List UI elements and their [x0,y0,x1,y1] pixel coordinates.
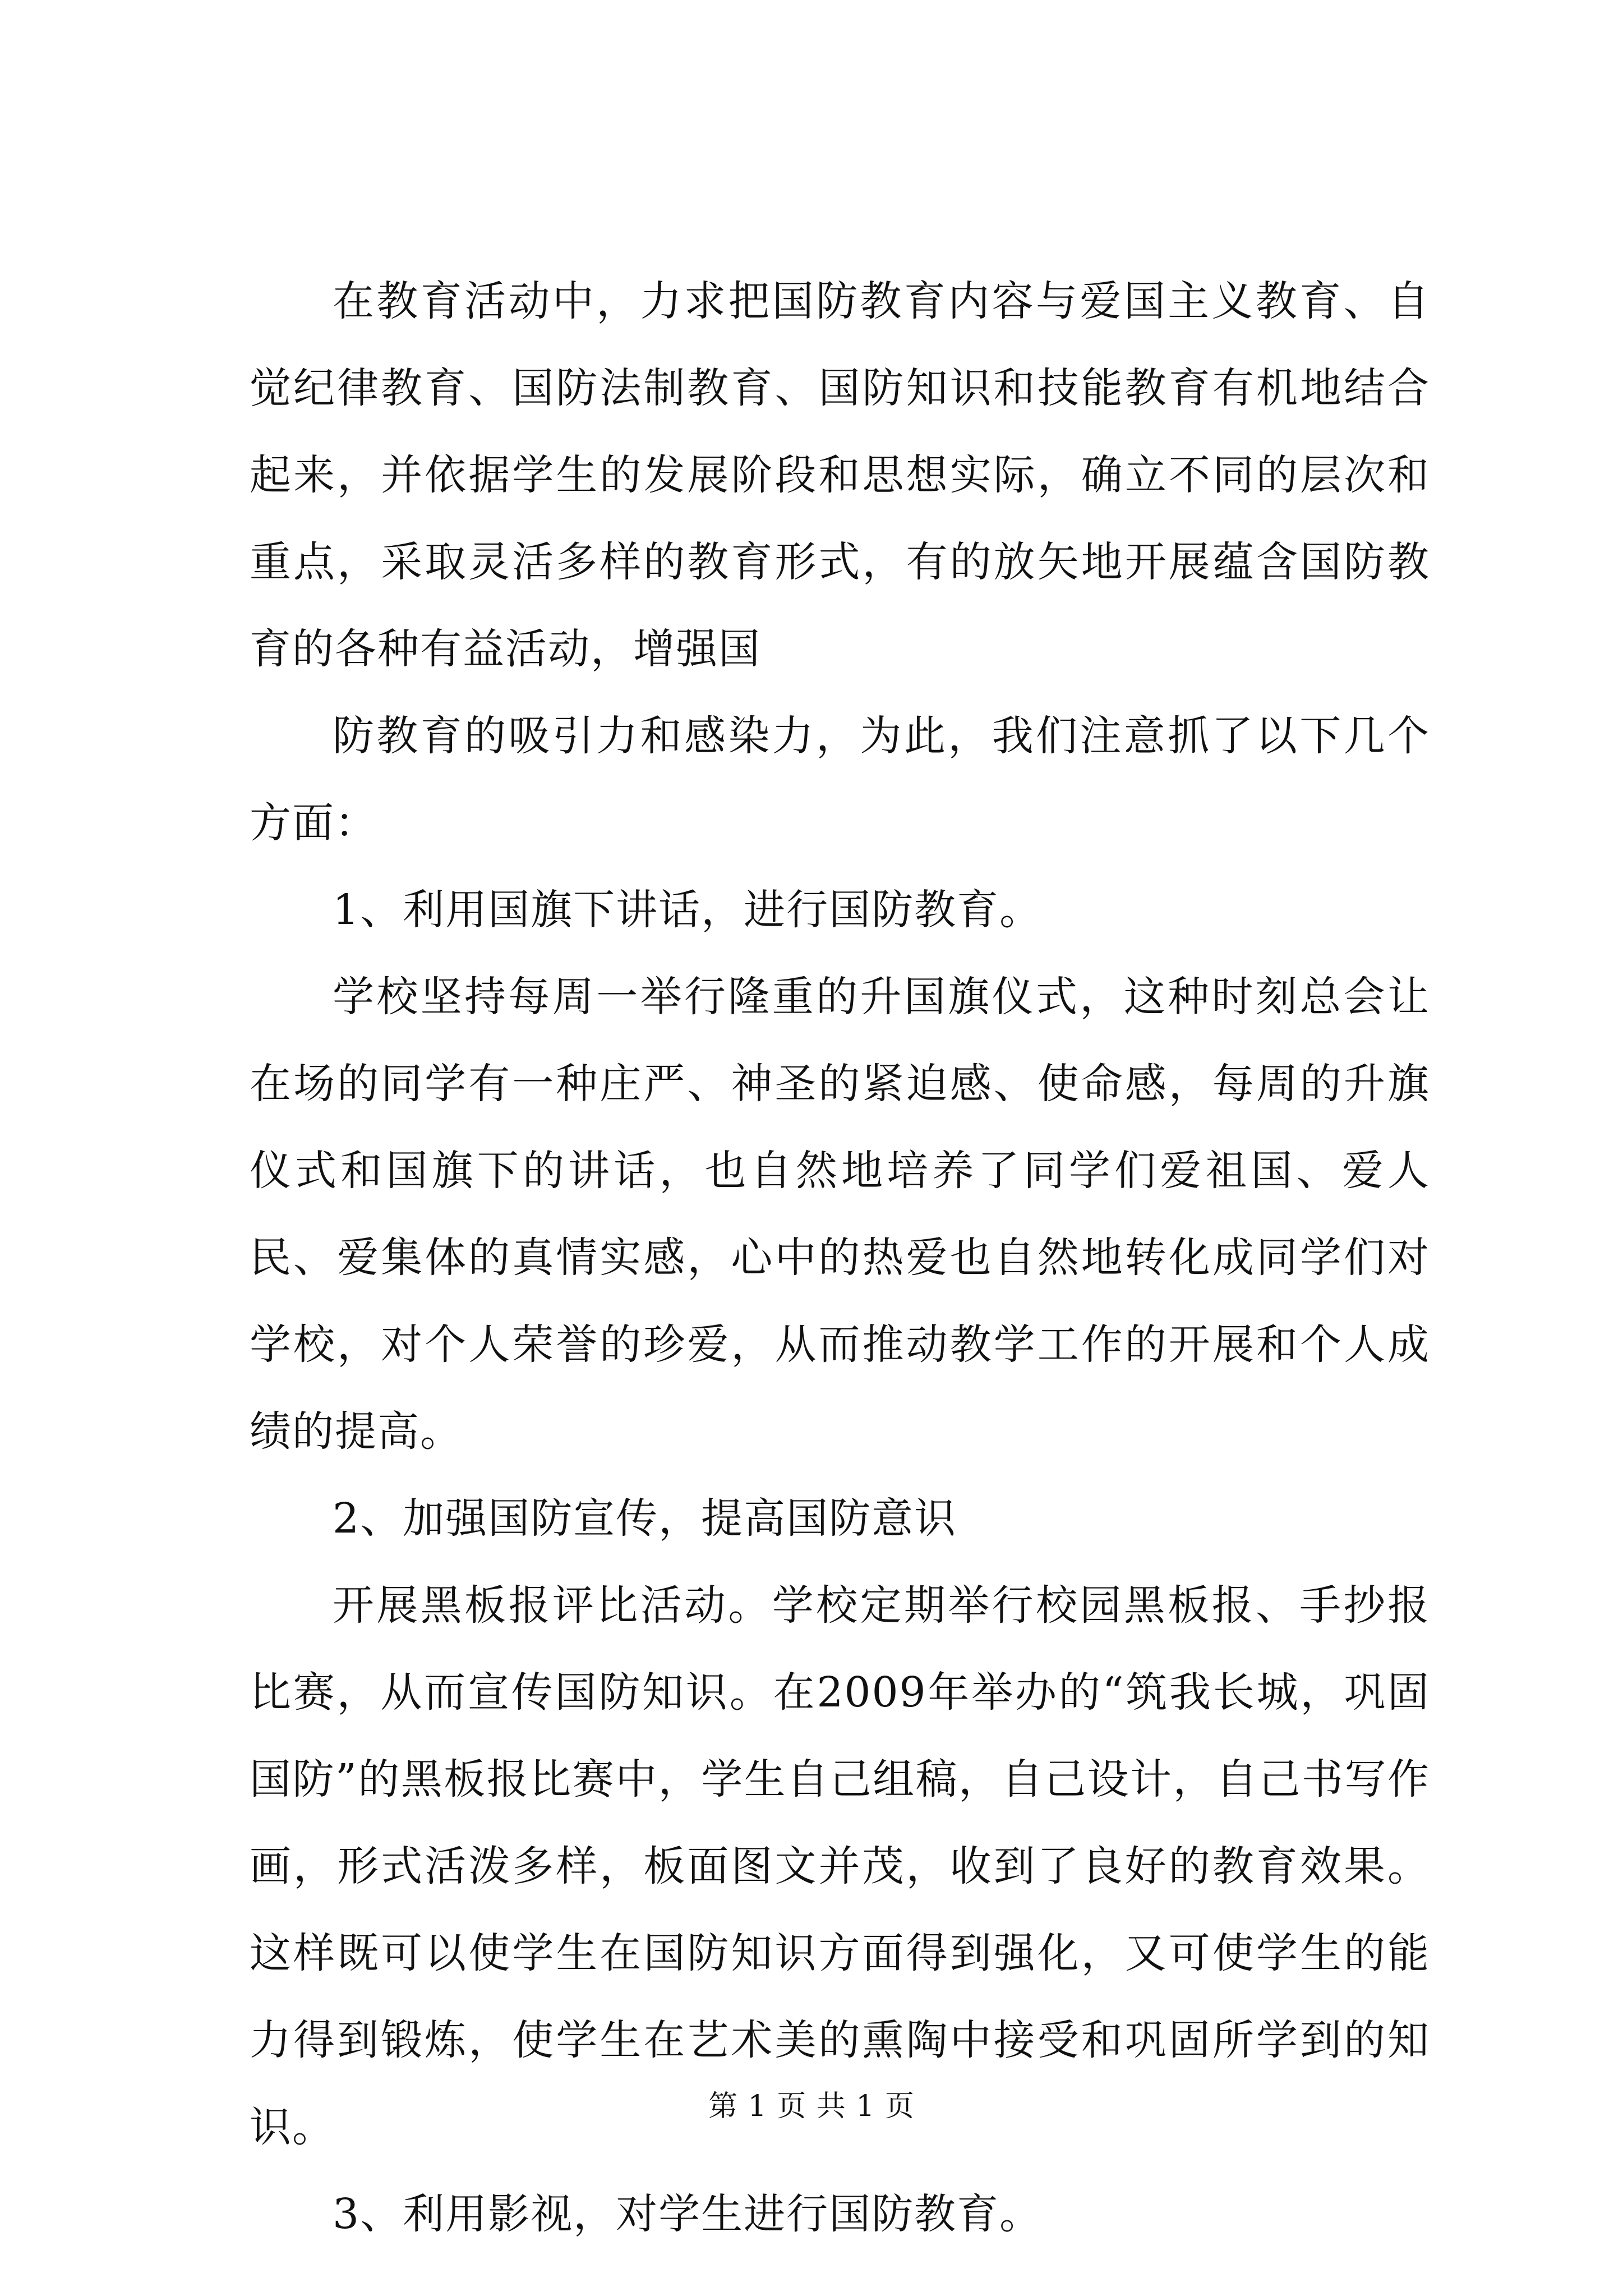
paragraph-blackboard: 开展黑板报评比活动。学校定期举行校园黑板报、手抄报比赛，从而宣传国防知识。在2009年举办的“筑我长城，巩固国防”的黑板报比赛中，学生自己组稿，自己设计，自己书写作画，形式活泼多样，板面图文并茂，收到了良好的教育效果。这样既可以使学生在国防知识方面得到强化，又可使学生的能力得到锻炼，使学生在艺术美的熏陶中接受和巩固所学到的知识。 [250,1581,1430,2151]
heading-item-3: 3、利用影视，对学生进行国防教育。 [333,2190,1043,2238]
paragraph-flag-ceremony: 学校坚持每周一举行隆重的升国旗仪式，这种时刻总会让在场的同学有一种庄严、神圣的紧迫感、使命感，每周的升旗仪式和国旗下的讲话，也自然地培养了同学们爱祖国、爱人民、爱集体的真情实感，心中的热爱也自然地转化成同学们对学校，对个人荣誉的珍爱，从而推动教学工作的开展和个人成绩的提高。 [250,973,1430,1456]
paragraph-intro: 在教育活动中，力求把国防教育内容与爱国主义教育、自觉纪律教育、国防法制教育、国防知识和技能教育有机地结合起来，并依据学生的发展阶段和思想实际，确立不同的层次和重点，采取灵活多样的教育形式，有的放矢地开展蕴含国防教育的各种有益活动，增强国 [250,277,1430,673]
heading-item-1: 1、利用国旗下讲话，进行国防教育。 [333,886,1043,934]
page-footer: 第 1 页 共 1 页 [708,2090,915,2123]
document-body [250,258,1430,2258]
paragraph-aspects-intro: 防教育的吸引力和感染力，为此，我们注意抓了以下几个方面： [250,712,1430,847]
heading-item-2: 2、加强国防宣传，提高国防意识 [333,1494,957,1543]
